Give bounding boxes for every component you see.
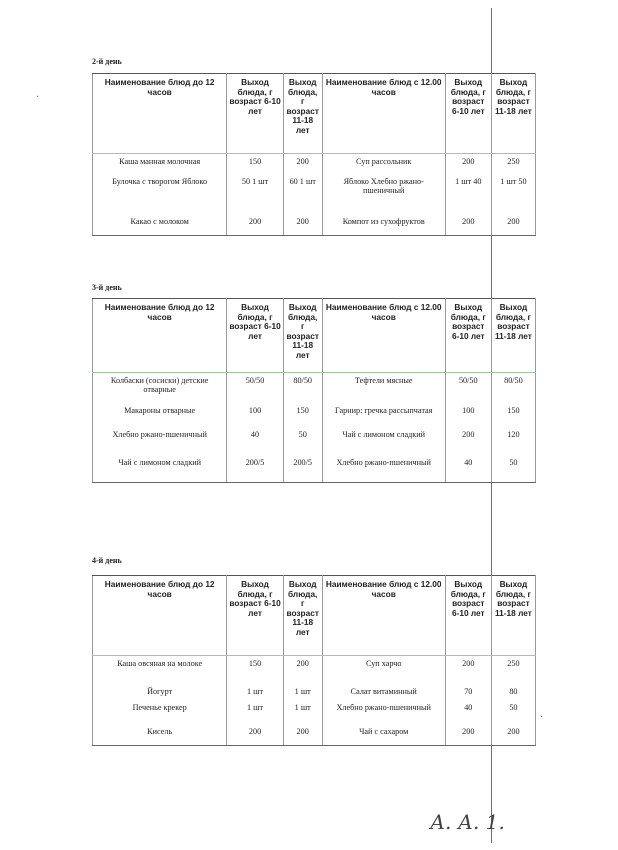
- cell-yield: 200/5: [227, 455, 283, 483]
- header-dish-afternoon: Наименование блюд с 12.00 часов: [322, 74, 445, 154]
- cell-yield: 200: [283, 154, 322, 174]
- cell-yield: 1 шт: [283, 684, 322, 700]
- header-yield-young: Выход блюда, г возраст 6-10 лет: [227, 299, 283, 373]
- cell-dish: Печенье крекер: [93, 700, 227, 724]
- cell-dish: Хлебно ржано-пшеничный: [322, 700, 445, 724]
- cell-yield: 1 шт 40: [445, 174, 491, 214]
- cell-dish: Булочка с творогом Яблоко: [93, 174, 227, 214]
- cell-yield: 150: [227, 656, 283, 684]
- header-yield-young: Выход блюда, г возраст 6-10 лет: [227, 74, 283, 154]
- cell-yield: 200: [283, 724, 322, 746]
- cell-yield: 200: [491, 214, 535, 236]
- cell-dish: Салат витаминный: [322, 684, 445, 700]
- cell-yield: 120: [491, 427, 535, 455]
- day-title: 4-й день: [92, 556, 122, 565]
- cell-yield: 200: [445, 724, 491, 746]
- cell-dish: Компот из сухофруктов: [322, 214, 445, 236]
- header-dish-morning: Наименование блюд до 12 часов: [93, 576, 227, 656]
- header-yield-young: Выход блюда, г возраст 6-10 лет: [445, 74, 491, 154]
- cell-yield: 1 шт: [283, 700, 322, 724]
- cell-dish: Чай с лимоном сладкий: [322, 427, 445, 455]
- header-dish-morning: Наименование блюд до 12 часов: [93, 74, 227, 154]
- cell-dish: Тефтели мясные: [322, 373, 445, 403]
- cell-dish: Яблоко Хлебно ржано-пшеничный: [322, 174, 445, 214]
- header-dish-afternoon: Наименование блюд с 12.00 часов: [322, 299, 445, 373]
- cell-dish: Хлебно ржано-пшеничный: [93, 427, 227, 455]
- cell-dish: Колбаски (сосиски) детские отварные: [93, 373, 227, 403]
- cell-yield: 150: [227, 154, 283, 174]
- header-yield-young: Выход блюда, г возраст 6-10 лет: [227, 576, 283, 656]
- cell-yield: 70: [445, 684, 491, 700]
- cell-yield: 150: [283, 403, 322, 427]
- header-yield-young: Выход блюда, г возраст 6-10 лет: [445, 576, 491, 656]
- cell-yield: 200: [445, 154, 491, 174]
- cell-yield: 50: [491, 700, 535, 724]
- cell-yield: 40: [227, 427, 283, 455]
- header-yield-young: Выход блюда, г возраст 6-10 лет: [445, 299, 491, 373]
- cell-yield: 200: [227, 724, 283, 746]
- header-yield-old: Выход блюда, г возраст 11-18 лет: [491, 576, 535, 656]
- cell-yield: 250: [491, 656, 535, 684]
- cell-yield: 40: [445, 455, 491, 483]
- handwritten-signature: А. А. 1.: [430, 810, 505, 834]
- header-yield-old: Выход блюда, г возраст 11-18 лет: [283, 74, 322, 154]
- cell-yield: 200/5: [283, 455, 322, 483]
- scan-mark: ·: [36, 92, 40, 103]
- cell-dish: Йогурт: [93, 684, 227, 700]
- cell-yield: 1 шт 50: [491, 174, 535, 214]
- cell-dish: Макароны отварные: [93, 403, 227, 427]
- cell-yield: 1 шт: [227, 700, 283, 724]
- header-yield-old: Выход блюда, г возраст 11-18 лет: [491, 74, 535, 154]
- cell-yield: 60 1 шт: [283, 174, 322, 214]
- menu-table-day-3: [92, 298, 536, 483]
- header-yield-old: Выход блюда, г возраст 11-18 лет: [283, 299, 322, 373]
- menu-table-day-2: [92, 73, 536, 236]
- cell-yield: 80/50: [283, 373, 322, 403]
- header-dish-morning: Наименование блюд до 12 часов: [93, 299, 227, 373]
- day-title: 3-й день: [92, 283, 122, 292]
- cell-yield: 80/50: [491, 373, 535, 403]
- cell-yield: 200: [227, 214, 283, 236]
- cell-dish: Каша овсяная на молоке: [93, 656, 227, 684]
- cell-yield: 200: [445, 427, 491, 455]
- cell-dish: Суп рассольник: [322, 154, 445, 174]
- cell-yield: 50 1 шт: [227, 174, 283, 214]
- day-title: 2-й день: [92, 57, 122, 66]
- cell-yield: 200: [283, 656, 322, 684]
- cell-dish: Каша манная молочная: [93, 154, 227, 174]
- scan-mark: ·: [540, 712, 544, 723]
- cell-dish: Чай с лимоном сладкий: [93, 455, 227, 483]
- header-yield-old: Выход блюда, г возраст 11-18 лет: [491, 299, 535, 373]
- cell-yield: 100: [445, 403, 491, 427]
- menu-table-day-4: [92, 575, 536, 746]
- cell-yield: 50: [491, 455, 535, 483]
- cell-dish: Какао с молоком: [93, 214, 227, 236]
- header-yield-old: Выход блюда, г возраст 11-18 лет: [283, 576, 322, 656]
- cell-yield: 200: [445, 656, 491, 684]
- cell-yield: 50/50: [227, 373, 283, 403]
- cell-dish: Суп харчо: [322, 656, 445, 684]
- cell-yield: 40: [445, 700, 491, 724]
- cell-yield: 50/50: [445, 373, 491, 403]
- cell-dish: Гарнир: гречка рассыпчатая: [322, 403, 445, 427]
- cell-dish: Чай с сахаром: [322, 724, 445, 746]
- cell-yield: 50: [283, 427, 322, 455]
- cell-yield: 250: [491, 154, 535, 174]
- cell-dish: Кисель: [93, 724, 227, 746]
- cell-yield: 200: [491, 724, 535, 746]
- cell-dish: Хлебно ржано-пшеничный: [322, 455, 445, 483]
- cell-yield: 150: [491, 403, 535, 427]
- cell-yield: 200: [445, 214, 491, 236]
- cell-yield: 1 шт: [227, 684, 283, 700]
- header-dish-afternoon: Наименование блюд с 12.00 часов: [322, 576, 445, 656]
- cell-yield: 80: [491, 684, 535, 700]
- cell-yield: 200: [283, 214, 322, 236]
- cell-yield: 100: [227, 403, 283, 427]
